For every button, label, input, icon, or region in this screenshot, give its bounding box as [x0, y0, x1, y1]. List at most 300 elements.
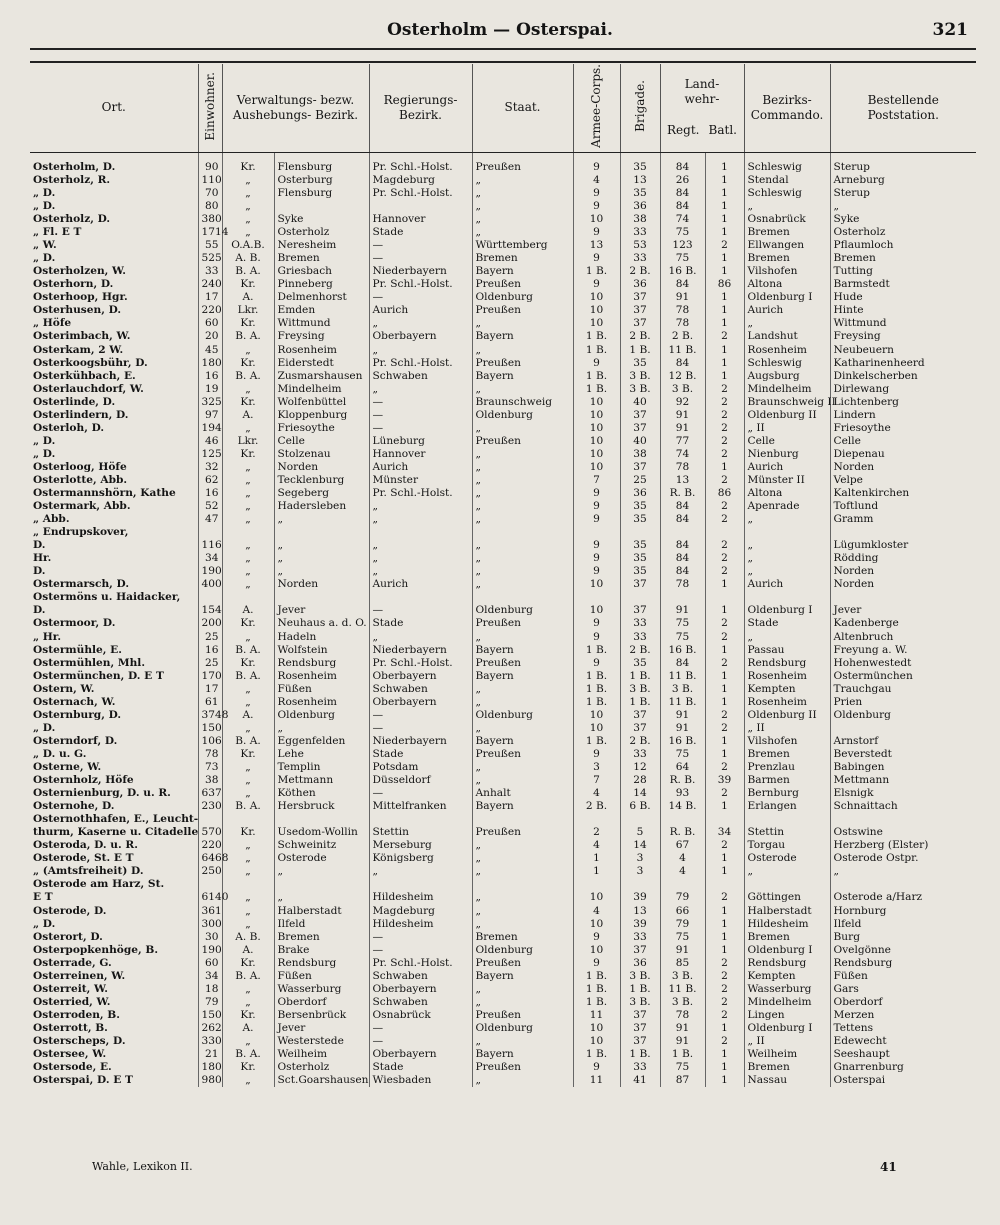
- table-cell: Stettin: [369, 826, 472, 839]
- table-cell: 91: [660, 409, 705, 422]
- table-cell: Aurich: [744, 304, 830, 317]
- table-cell: 1: [705, 344, 744, 357]
- table-cell: 33: [620, 631, 660, 644]
- place-name-cell: thurm, Kaserne u. Citadelle: [33, 826, 199, 839]
- table-cell: Dinkelscherben: [830, 370, 976, 383]
- place-name-cell: „ Abb.: [33, 513, 70, 526]
- table-cell: Königsberg: [369, 852, 472, 865]
- table-cell: Bremen: [472, 931, 573, 944]
- table-cell: 37: [620, 317, 660, 330]
- table-cell: Oldenburg I: [744, 944, 830, 957]
- table-cell: 84: [660, 500, 705, 513]
- table-cell: [830, 722, 976, 735]
- table-cell: Landshut: [744, 330, 830, 343]
- table-cell: „: [222, 983, 274, 996]
- table-cell: —: [369, 252, 472, 265]
- place-name-cell: Ostermarsch, D.: [33, 578, 130, 591]
- table-cell: Stade: [369, 226, 472, 239]
- place-name-cell: Osterode, D.: [33, 904, 107, 917]
- table-cell: Pflaumloch: [830, 239, 976, 252]
- table-cell: 2: [705, 970, 744, 983]
- table-cell: 47: [198, 513, 222, 526]
- table-row: [30, 200, 976, 213]
- table-cell: [744, 526, 830, 539]
- table-cell: Schleswig: [744, 187, 830, 200]
- table-cell: A.: [222, 604, 274, 617]
- place-name-cell: Osterried, W.: [33, 995, 111, 1008]
- table-cell: 37: [620, 604, 660, 617]
- table-cell: Hildesheim: [744, 918, 830, 931]
- table-row: [30, 304, 976, 317]
- table-cell: [705, 591, 744, 604]
- table-cell: 10: [573, 604, 620, 617]
- table-cell: Ilfeld: [830, 918, 976, 931]
- table-cell: Bremen: [744, 931, 830, 944]
- table-cell: „: [222, 1035, 274, 1048]
- table-cell: 75: [660, 1061, 705, 1074]
- table-cell: „: [222, 474, 274, 487]
- table-cell: R. B.: [660, 774, 705, 787]
- table-cell: 9: [573, 565, 620, 578]
- table-cell: [222, 591, 274, 604]
- table-cell: 46: [198, 435, 222, 448]
- table-cell: 33: [620, 748, 660, 761]
- table-cell: 1 B.: [573, 383, 620, 396]
- table-cell: „: [472, 448, 573, 461]
- table-cell: 10: [573, 709, 620, 722]
- table-cell: Rosenheim: [744, 344, 830, 357]
- table-cell: Rosenheim: [744, 670, 830, 683]
- table-cell: „: [830, 865, 976, 878]
- table-cell: „: [744, 565, 830, 578]
- table-cell: Usedom-Wollin: [274, 826, 369, 839]
- table-cell: 90: [198, 152, 222, 174]
- table-cell: 1: [705, 291, 744, 304]
- table-cell: 25: [198, 631, 222, 644]
- table-cell: „: [472, 852, 573, 865]
- table-cell: Preußen: [472, 304, 573, 317]
- table-cell: Oldenburg: [472, 604, 573, 617]
- table-cell: 330: [198, 1035, 222, 1048]
- table-cell: 91: [660, 422, 705, 435]
- table-cell: „: [222, 891, 274, 904]
- table-cell: 10: [573, 1035, 620, 1048]
- place-name-cell: D.: [33, 604, 46, 617]
- table-cell: 16: [198, 644, 222, 657]
- table-cell: „: [744, 200, 830, 213]
- table-cell: Syke: [274, 213, 369, 226]
- table-cell: 75: [660, 617, 705, 630]
- table-cell: Rosenheim: [744, 696, 830, 709]
- table-cell: 1 B.: [573, 683, 620, 696]
- table-cell: Aurich: [369, 304, 472, 317]
- table-cell: 570: [198, 826, 222, 839]
- footer-signature-number: 41: [880, 1160, 897, 1174]
- table-cell: 41: [620, 1074, 660, 1087]
- table-cell: Oberbayern: [369, 696, 472, 709]
- table-cell: Münster II: [744, 474, 830, 487]
- table-cell: Vilshofen: [744, 265, 830, 278]
- table-cell: [620, 878, 660, 891]
- table-cell: 1714: [198, 226, 222, 239]
- place-name-cell: Osterkoogsbühr, D.: [33, 356, 148, 369]
- table-cell: [744, 878, 830, 891]
- place-name-cell: D.: [33, 565, 46, 578]
- table-cell: [660, 591, 705, 604]
- table-cell: Osterholz: [274, 226, 369, 239]
- table-cell: Anhalt: [472, 787, 573, 800]
- table-cell: „: [369, 552, 472, 565]
- table-cell: 73: [198, 761, 222, 774]
- table-cell: 1: [705, 226, 744, 239]
- place-name-cell: Ostern, W.: [33, 682, 95, 695]
- table-cell: Ilfeld: [274, 918, 369, 931]
- table-cell: 10: [573, 213, 620, 226]
- table-cell: 35: [620, 500, 660, 513]
- table-row: [30, 213, 976, 226]
- table-cell: 2: [705, 500, 744, 513]
- table-cell: O.A.B.: [222, 239, 274, 252]
- place-name-cell: Osterort, D.: [33, 930, 103, 943]
- table-cell: Jever: [830, 604, 976, 617]
- table-cell: „: [472, 226, 573, 239]
- table-cell: 9: [573, 357, 620, 370]
- table-row: [30, 644, 976, 657]
- table-cell: [573, 526, 620, 539]
- table-cell: 9: [573, 500, 620, 513]
- table-cell: Pr. Schl.-Holst.: [369, 187, 472, 200]
- table-cell: 2: [705, 787, 744, 800]
- table-cell: „: [222, 852, 274, 865]
- table-cell: Oldenburg: [472, 709, 573, 722]
- table-cell: 35: [620, 187, 660, 200]
- table-cell: Magdeburg: [369, 174, 472, 187]
- table-cell: 2 B.: [660, 330, 705, 343]
- table-cell: Altona: [744, 487, 830, 500]
- table-cell: 1: [705, 696, 744, 709]
- table-cell: „: [222, 787, 274, 800]
- table-cell: [660, 526, 705, 539]
- table-cell: Bayern: [472, 644, 573, 657]
- table-cell: [369, 878, 472, 891]
- table-cell: Freysing: [274, 330, 369, 343]
- table-cell: 2: [705, 513, 744, 526]
- table-cell: Flensburg: [274, 152, 369, 174]
- table-cell: 125: [198, 448, 222, 461]
- table-cell: 17: [198, 683, 222, 696]
- table-cell: 13: [573, 239, 620, 252]
- table-cell: Nassau: [744, 1074, 830, 1087]
- table-cell: 190: [198, 944, 222, 957]
- table-cell: 10: [573, 461, 620, 474]
- table-row: [30, 265, 976, 278]
- table-cell: Bayern: [472, 330, 573, 343]
- table-cell: Gnarrenburg: [830, 1061, 976, 1074]
- table-cell: 34: [705, 826, 744, 839]
- table-row: [30, 839, 976, 852]
- table-cell: „: [222, 918, 274, 931]
- table-cell: Tettens: [830, 1022, 976, 1035]
- table-row: [30, 187, 976, 200]
- table-cell: Oberbayern: [369, 1048, 472, 1061]
- table-cell: 3 B.: [660, 683, 705, 696]
- table-cell: 2: [705, 761, 744, 774]
- table-row: [30, 1074, 976, 1087]
- table-row: [30, 865, 976, 878]
- place-name-cell: „ D.: [33, 917, 56, 930]
- table-row: [30, 1061, 976, 1074]
- table-cell: Norden: [274, 461, 369, 474]
- table-cell: 2 B.: [573, 800, 620, 813]
- place-name-cell: „ Höfe: [33, 317, 72, 330]
- table-row: [30, 357, 976, 370]
- table-cell: „: [369, 513, 472, 526]
- table-cell: „ II: [744, 422, 830, 435]
- table-cell: Kadenberge: [830, 617, 976, 630]
- table-cell: 2: [705, 409, 744, 422]
- table-cell: 39: [705, 774, 744, 787]
- table-row: [30, 878, 976, 891]
- table-cell: „: [472, 461, 573, 474]
- table-cell: Wasserburg: [274, 983, 369, 996]
- table-cell: [705, 813, 744, 826]
- table-cell: 3 B.: [620, 683, 660, 696]
- table-cell: 1: [705, 152, 744, 174]
- table-row: [30, 552, 976, 565]
- table-cell: A. B.: [222, 252, 274, 265]
- table-cell: Katharinenheerd: [830, 357, 976, 370]
- table-cell: „: [744, 317, 830, 330]
- table-cell: „: [369, 317, 472, 330]
- table-cell: [274, 878, 369, 891]
- table-cell: „: [472, 631, 573, 644]
- table-cell: Ovelgönne: [830, 944, 976, 957]
- table-cell: Kr.: [222, 1009, 274, 1022]
- place-name-cell: „ W.: [33, 239, 57, 252]
- table-cell: Oldenburg: [472, 1022, 573, 1035]
- table-cell: 7: [573, 474, 620, 487]
- table-cell: [620, 526, 660, 539]
- table-cell: Osterode Ostpr.: [830, 852, 976, 865]
- table-cell: Freyung a. W.: [830, 644, 976, 657]
- table-cell: 93: [660, 787, 705, 800]
- table-cell: [620, 813, 660, 826]
- table-cell: Bernburg: [744, 787, 830, 800]
- table-cell: 67: [660, 839, 705, 852]
- table-row: [30, 774, 976, 787]
- table-cell: [472, 878, 573, 891]
- table-row: [30, 1022, 976, 1035]
- table-cell: 37: [620, 944, 660, 957]
- table-cell: „: [744, 539, 830, 552]
- table-cell: 180: [198, 357, 222, 370]
- table-cell: Westerstede: [274, 1035, 369, 1048]
- table-cell: 4: [573, 787, 620, 800]
- table-cell: 75: [660, 226, 705, 239]
- table-cell: 110: [198, 174, 222, 187]
- place-name-cell: „ D.: [33, 199, 56, 212]
- table-cell: 10: [573, 291, 620, 304]
- table-cell: Pr. Schl.-Holst.: [369, 152, 472, 174]
- table-cell: 62: [198, 474, 222, 487]
- table-cell: 78: [660, 304, 705, 317]
- table-cell: —: [369, 1022, 472, 1035]
- table-cell: 77: [660, 435, 705, 448]
- table-cell: Braunschweig II: [744, 396, 830, 409]
- table-cell: 5: [620, 826, 660, 839]
- table-cell: 80: [198, 200, 222, 213]
- table-row: [30, 383, 976, 396]
- table-cell: Preußen: [472, 152, 573, 174]
- table-cell: Neresheim: [274, 239, 369, 252]
- table-cell: 4: [660, 865, 705, 878]
- table-cell: „: [472, 187, 573, 200]
- table-cell: R. B.: [660, 487, 705, 500]
- table-row: [30, 330, 976, 343]
- table-row: [30, 396, 976, 409]
- col-header-post: Bestellende Poststation.: [830, 64, 976, 152]
- table-cell: 79: [660, 891, 705, 904]
- table-cell: „: [222, 683, 274, 696]
- table-cell: „: [222, 200, 274, 213]
- table-cell: 1 B.: [660, 1048, 705, 1061]
- table-cell: 2: [705, 474, 744, 487]
- table-cell: Stade: [369, 1061, 472, 1074]
- table-cell: Beverstedt: [830, 748, 976, 761]
- table-cell: 84: [660, 200, 705, 213]
- table-cell: Diepenau: [830, 448, 976, 461]
- place-name-cell: „ (Amtsfreiheit) D.: [33, 865, 144, 878]
- table-cell: Oldenburg I: [744, 291, 830, 304]
- table-cell: [573, 878, 620, 891]
- table-cell: 4: [573, 174, 620, 187]
- table-cell: 10: [573, 396, 620, 409]
- table-cell: 240: [198, 278, 222, 291]
- table-row: [30, 474, 976, 487]
- table-cell: Rosenheim: [274, 670, 369, 683]
- table-cell: [705, 526, 744, 539]
- table-cell: Kr.: [222, 748, 274, 761]
- table-cell: 78: [660, 317, 705, 330]
- place-name-cell: Ostersee, W.: [33, 1048, 107, 1061]
- table-cell: 10: [573, 304, 620, 317]
- table-cell: 64: [660, 761, 705, 774]
- gazetteer-table: [30, 64, 976, 1087]
- table-cell: 1: [705, 370, 744, 383]
- table-cell: „: [222, 344, 274, 357]
- table-cell: B. A.: [222, 800, 274, 813]
- table-cell: Münster: [369, 474, 472, 487]
- table-cell: Stade: [369, 617, 472, 630]
- table-cell: Barmen: [744, 774, 830, 787]
- footer-signature: Wahle, Lexikon II.: [92, 1160, 193, 1173]
- table-cell: 60: [198, 317, 222, 330]
- table-cell: Osterburg: [274, 174, 369, 187]
- page-number: 321: [932, 20, 968, 40]
- table-cell: „: [274, 539, 369, 552]
- table-cell: Füßen: [274, 970, 369, 983]
- col-header-armee: Armee-Corps.: [573, 64, 620, 152]
- table-cell: Kr.: [222, 657, 274, 670]
- table-cell: 85: [660, 957, 705, 970]
- place-name-cell: Osterlotte, Abb.: [33, 473, 128, 486]
- table-cell: 1 B.: [573, 370, 620, 383]
- table-body: [30, 152, 976, 1087]
- table-cell: 33: [620, 252, 660, 265]
- table-cell: „: [222, 578, 274, 591]
- table-cell: Oldenburg: [472, 291, 573, 304]
- table-cell: 1 B.: [573, 265, 620, 278]
- table-cell: 11 B.: [660, 696, 705, 709]
- table-row: [30, 1035, 976, 1048]
- table-cell: 9: [573, 1061, 620, 1074]
- table-cell: 1: [705, 265, 744, 278]
- table-cell: Hildesheim: [369, 891, 472, 904]
- table-cell: Osterspai: [830, 1074, 976, 1087]
- table-cell: „: [222, 226, 274, 239]
- table-cell: „: [222, 552, 274, 565]
- table-cell: „: [472, 983, 573, 996]
- table-cell: 86: [705, 487, 744, 500]
- table-cell: —: [369, 422, 472, 435]
- table-cell: Freysing: [830, 330, 976, 343]
- table-cell: Oberbayern: [369, 670, 472, 683]
- table-cell: Osterholz: [830, 226, 976, 239]
- table-cell: Altona: [744, 278, 830, 291]
- table-cell: Ostswine: [830, 826, 976, 839]
- table-cell: Schleswig: [744, 152, 830, 174]
- table-row: [30, 278, 976, 291]
- table-cell: 12 B.: [660, 370, 705, 383]
- table-cell: 53: [620, 239, 660, 252]
- table-cell: 37: [620, 722, 660, 735]
- table-cell: Passau: [744, 644, 830, 657]
- table-cell: 2: [705, 1009, 744, 1022]
- table-cell: Mettmann: [274, 774, 369, 787]
- table-cell: Tutting: [830, 265, 976, 278]
- table-cell: „: [472, 722, 573, 735]
- table-cell: 9: [573, 552, 620, 565]
- table-cell: Kr.: [222, 826, 274, 839]
- table-cell: Pr. Schl.-Holst.: [369, 487, 472, 500]
- table-cell: „: [472, 487, 573, 500]
- table-cell: Kr.: [222, 617, 274, 630]
- table-cell: Wittmund: [830, 317, 976, 330]
- table-cell: 78: [198, 748, 222, 761]
- table-cell: „: [369, 631, 472, 644]
- table-cell: 2: [705, 565, 744, 578]
- table-cell: 91: [660, 291, 705, 304]
- table-cell: 3 B.: [620, 370, 660, 383]
- table-cell: Hinte: [830, 304, 976, 317]
- table-row: [30, 565, 976, 578]
- table-cell: 1: [705, 200, 744, 213]
- table-cell: 2: [705, 422, 744, 435]
- table-cell: „: [222, 500, 274, 513]
- table-cell: 30: [198, 931, 222, 944]
- table-cell: „: [222, 722, 274, 735]
- table-cell: 9: [573, 200, 620, 213]
- table-cell: „: [472, 552, 573, 565]
- table-row: [30, 891, 976, 904]
- table-cell: Flensburg: [274, 187, 369, 200]
- table-cell: „: [472, 683, 573, 696]
- table-cell: 1: [705, 670, 744, 683]
- table-cell: 1 B.: [573, 996, 620, 1009]
- table-cell: [744, 591, 830, 604]
- table-cell: Rendsburg: [274, 957, 369, 970]
- table-cell: 220: [198, 839, 222, 852]
